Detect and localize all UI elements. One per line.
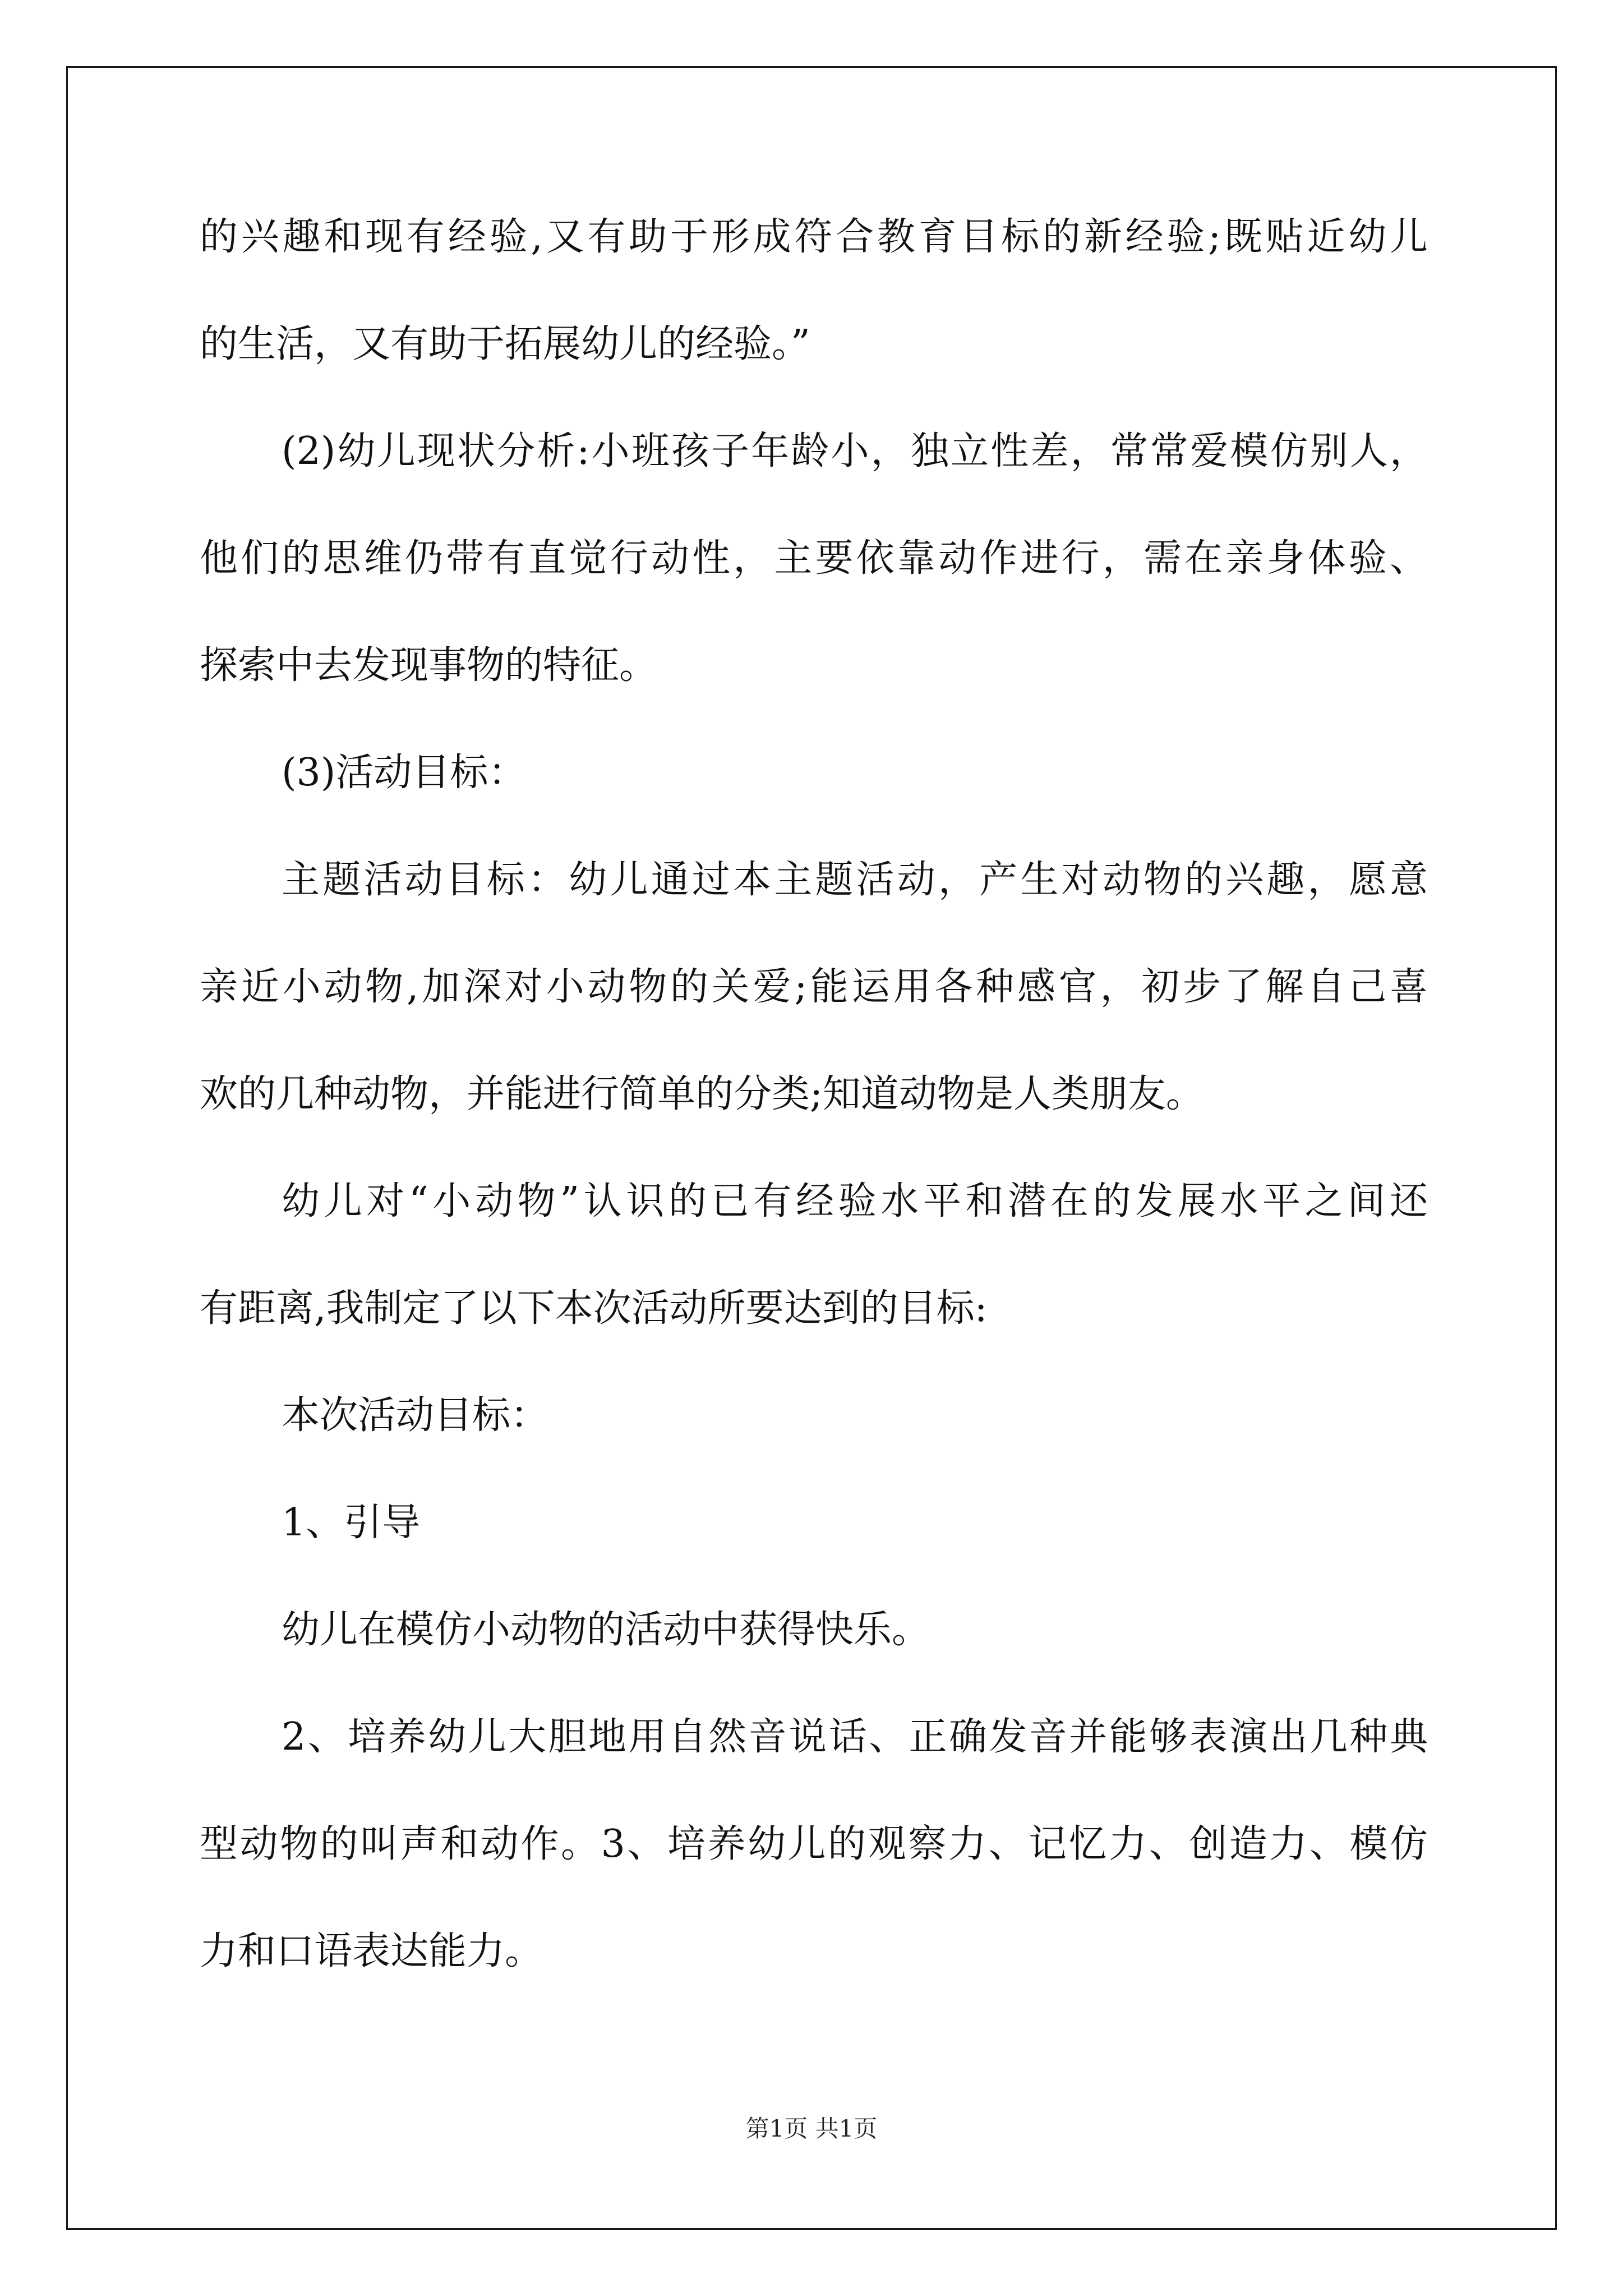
paragraph-first-line: (3)活动目标： [282, 751, 527, 795]
text-line: 的生活，又有助于拓展幼儿的经验。” [200, 322, 810, 366]
text-line: 型动物的叫声和动作。3、培养幼儿的观察力、记忆力、创造力、模仿 [200, 1822, 1428, 1866]
page-number-footer: 第1页 共1页 [745, 2115, 878, 2142]
text-line: 力和口语表达能力。 [200, 1929, 543, 1973]
text-line: 他们的思维仍带有直觉行动性，主要依靠动作进行，需在亲身体验、 [200, 536, 1428, 581]
paragraph-first-line: 幼儿在模仿小动物的活动中获得快乐。 [282, 1608, 930, 1652]
text-line: 有距离,我制定了以下本次活动所要达到的目标: [200, 1286, 988, 1331]
text-line: 探索中去发现事物的特征。 [200, 643, 658, 688]
paragraph-first-line: 2、培养幼儿大胆地用自然音说话、正确发音并能够表演出几种典 [282, 1715, 1428, 1759]
page-border [66, 66, 1557, 2230]
paragraph-first-line: 主题活动目标：幼儿通过本主题活动，产生对动物的兴趣，愿意 [282, 858, 1428, 902]
paragraph-first-line: 1、引导 [282, 1501, 421, 1545]
paragraph-first-line: (2)幼儿现状分析:小班孩子年龄小，独立性差，常常爱模仿别人， [282, 429, 1428, 473]
paragraph-first-line: 本次活动目标： [282, 1393, 549, 1438]
paragraph-first-line: 幼儿对“小动物”认识的已有经验水平和潜在的发展水平之间还 [282, 1179, 1428, 1223]
text-line: 欢的几种动物，并能进行简单的分类;知道动物是人类朋友。 [200, 1072, 1204, 1116]
text-line: 的兴趣和现有经验,又有助于形成符合教育目标的新经验;既贴近幼儿 [200, 215, 1428, 259]
text-line: 亲近小动物,加深对小动物的关爱;能运用各种感官，初步了解自己喜 [200, 965, 1428, 1009]
